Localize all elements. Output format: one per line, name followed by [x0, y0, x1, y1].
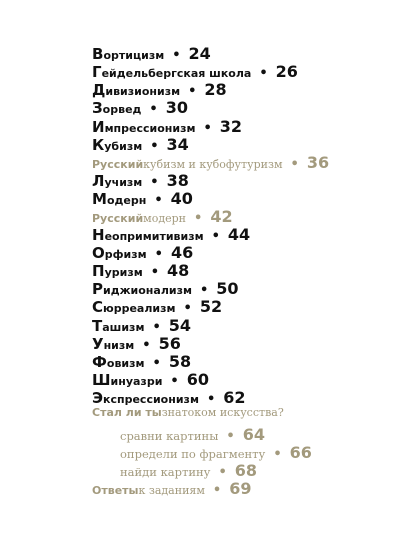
entry-title: низм: [103, 339, 135, 352]
page-number: 62: [223, 388, 246, 407]
entry-initial: И: [92, 118, 105, 136]
entry-prefix: Русский: [92, 158, 144, 171]
page-number: 52: [199, 297, 223, 316]
separator-dot: •: [149, 102, 158, 117]
separator-dot: •: [273, 447, 282, 462]
page-number: 34: [166, 135, 189, 154]
page-number: 60: [186, 370, 209, 389]
entry-title: овизм: [106, 357, 145, 370]
quiz-heading-prefix: Стал ли ты: [92, 406, 162, 419]
entry-initial: З: [92, 99, 103, 117]
entry-title: одерн: [106, 194, 147, 207]
entry-title: рфизм: [104, 248, 147, 261]
entry-initial: Д: [92, 81, 106, 99]
separator-dot: •: [152, 356, 161, 371]
page-number: 50: [216, 279, 239, 298]
entry-title: кубизм и кубофутуризм: [143, 158, 283, 171]
entry-initial: Э: [92, 389, 104, 407]
quiz-item-label: определи по фрагменту: [120, 447, 266, 461]
entry-initial: П: [92, 262, 105, 280]
separator-dot: •: [212, 483, 222, 498]
entry-title: ортицизм: [103, 49, 165, 62]
entry-title: орвед: [102, 103, 142, 116]
entry-title: уризм: [104, 266, 143, 279]
entry-initial: Ф: [92, 353, 107, 371]
page-number: 24: [188, 44, 211, 63]
entry-title: кспрессионизм: [103, 393, 199, 406]
entry-initial: Ш: [92, 371, 111, 389]
entry-initial: Г: [92, 63, 102, 81]
page-number: 42: [210, 207, 233, 226]
entry-initial: О: [92, 244, 105, 262]
separator-dot: •: [290, 157, 299, 172]
entry-title: ивизионизм: [105, 85, 181, 98]
entry-initial: Т: [92, 317, 103, 335]
page-number: 69: [229, 479, 252, 498]
entry-initial: К: [92, 136, 105, 154]
entry-initial: М: [92, 190, 107, 208]
entry-initial: У: [92, 335, 104, 353]
page-number: 30: [165, 98, 188, 117]
separator-dot: •: [218, 465, 227, 480]
separator-dot: •: [150, 139, 159, 154]
page-number: 44: [227, 225, 251, 244]
separator-dot: •: [150, 175, 159, 190]
entry-title: ейдельбергская школа: [101, 67, 252, 80]
quiz-item-label: сравни картины: [120, 429, 219, 443]
entry-initial: С: [92, 298, 104, 316]
page-number: 40: [170, 189, 193, 208]
separator-dot: •: [183, 301, 192, 316]
separator-dot: •: [194, 211, 203, 226]
entry-prefix: Русский: [92, 212, 144, 225]
separator-dot: •: [259, 66, 268, 81]
separator-dot: •: [211, 229, 220, 244]
separator-dot: •: [154, 193, 163, 208]
page-number: 54: [168, 316, 192, 335]
page-number: 32: [219, 117, 243, 136]
answers-prefix: Ответы: [92, 484, 139, 497]
quiz-item-label: найди картину: [120, 465, 211, 479]
page-number: 56: [158, 334, 181, 353]
page-number: 28: [204, 80, 227, 99]
entry-initial: Л: [92, 172, 105, 190]
separator-dot: •: [226, 429, 235, 444]
entry-title: инуазри: [110, 375, 163, 388]
page-number: 58: [168, 352, 192, 371]
page-number: 64: [242, 425, 265, 444]
entry-initial: Р: [92, 280, 103, 298]
page-number: 68: [234, 461, 258, 480]
page-number: 26: [275, 62, 298, 81]
entry-title: иджионализм: [103, 284, 192, 297]
separator-dot: •: [172, 48, 181, 63]
entry-initial: В: [92, 45, 104, 63]
separator-dot: •: [154, 247, 163, 262]
separator-dot: •: [170, 374, 179, 389]
entry-title: убизм: [104, 140, 143, 153]
entry-title: модерн: [143, 212, 186, 225]
entry-title: юрреализм: [103, 302, 176, 315]
separator-dot: •: [188, 84, 197, 99]
page-number: 46: [170, 243, 194, 262]
entry-title: ашизм: [102, 321, 145, 334]
entry-initial: Н: [92, 226, 105, 244]
separator-dot: •: [199, 283, 209, 298]
separator-dot: •: [152, 320, 161, 335]
separator-dot: •: [150, 265, 160, 280]
separator-dot: •: [203, 121, 212, 136]
entry-title: мпрессионизм: [104, 122, 196, 135]
separator-dot: •: [206, 392, 216, 407]
separator-dot: •: [142, 338, 151, 353]
page-number: 36: [306, 153, 330, 172]
toc-entry-answers[interactable]: [92, 479, 251, 501]
entry-title: еопримитивизм: [104, 230, 204, 243]
page-number: 38: [166, 171, 189, 190]
page-number: 48: [167, 261, 190, 280]
page-number: 66: [289, 443, 312, 462]
answers-title: к заданиям: [138, 484, 205, 497]
entry-title: учизм: [104, 176, 143, 189]
quiz-heading-title: знатоком искусства?: [161, 406, 284, 419]
